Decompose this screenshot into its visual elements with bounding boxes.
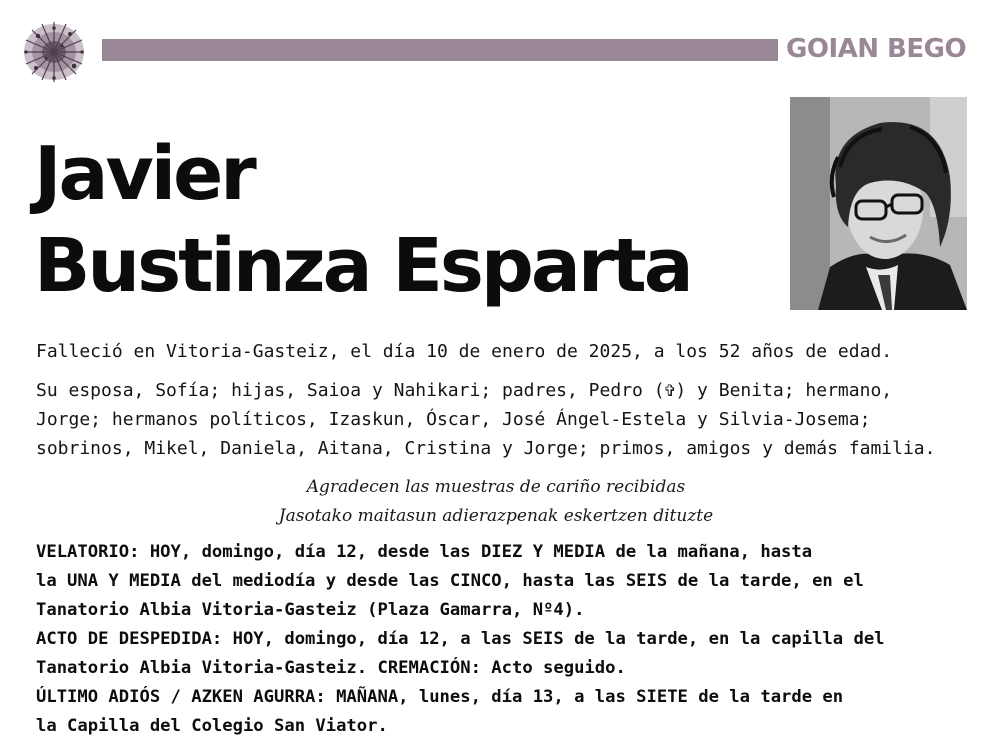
death-statement: Falleció en Vitoria-Gasteiz, el día 10 de enero de 2025, a los 52 años de edad. (36, 341, 893, 362)
detail-line: Tanatorio Albia Vitoria-Gasteiz (Plaza Gamarra, Nº4). (36, 600, 585, 620)
detail-line: la Capilla del Colegio San Viator. (36, 716, 388, 736)
deceased-first-name: Javier (34, 131, 254, 217)
service-details (36, 538, 956, 741)
detail-line: ACTO DE DESPEDIDA: HOY, domingo, día 12, a las SEIS de la tarde, en la capilla del (36, 629, 885, 649)
header-band (102, 39, 778, 61)
family-list: Su esposa, Sofía; hijas, Saioa y Nahikari; padres, Pedro (✞) y Benita; hermano, Jorge; hermanos políticos, Izaskun, Óscar, José Ángel-Estela y Silvia-Josema; sobrinos, Mikel, Daniela, Aitana, Cristina y Jorge; primos, amigos y demás familia. (36, 380, 936, 459)
deceased-surnames: Bustinza Esparta (34, 223, 691, 309)
thanks-spanish: Agradecen las muestras de cariño recibidas (306, 477, 686, 497)
portrait-photo (790, 97, 967, 310)
brand-label: GOIAN BEGO (786, 34, 967, 64)
flower-emblem-icon (12, 12, 96, 92)
detail-line: ÚLTIMO ADIÓS / AZKEN AGURRA: MAÑANA, lunes, día 13, a las SIETE de la tarde en (36, 687, 844, 707)
detail-line: Tanatorio Albia Vitoria-Gasteiz. CREMACIÓN: Acto seguido. (36, 658, 626, 678)
detail-line: la UNA Y MEDIA del mediodía y desde las CINCO, hasta las SEIS de la tarde, en el (36, 571, 864, 591)
detail-line: VELATORIO: HOY, domingo, día 12, desde las DIEZ Y MEDIA de la mañana, hasta (36, 542, 813, 562)
thanks-basque: Jasotako maitasun adierazpenak eskertzen dituzte (278, 506, 714, 526)
